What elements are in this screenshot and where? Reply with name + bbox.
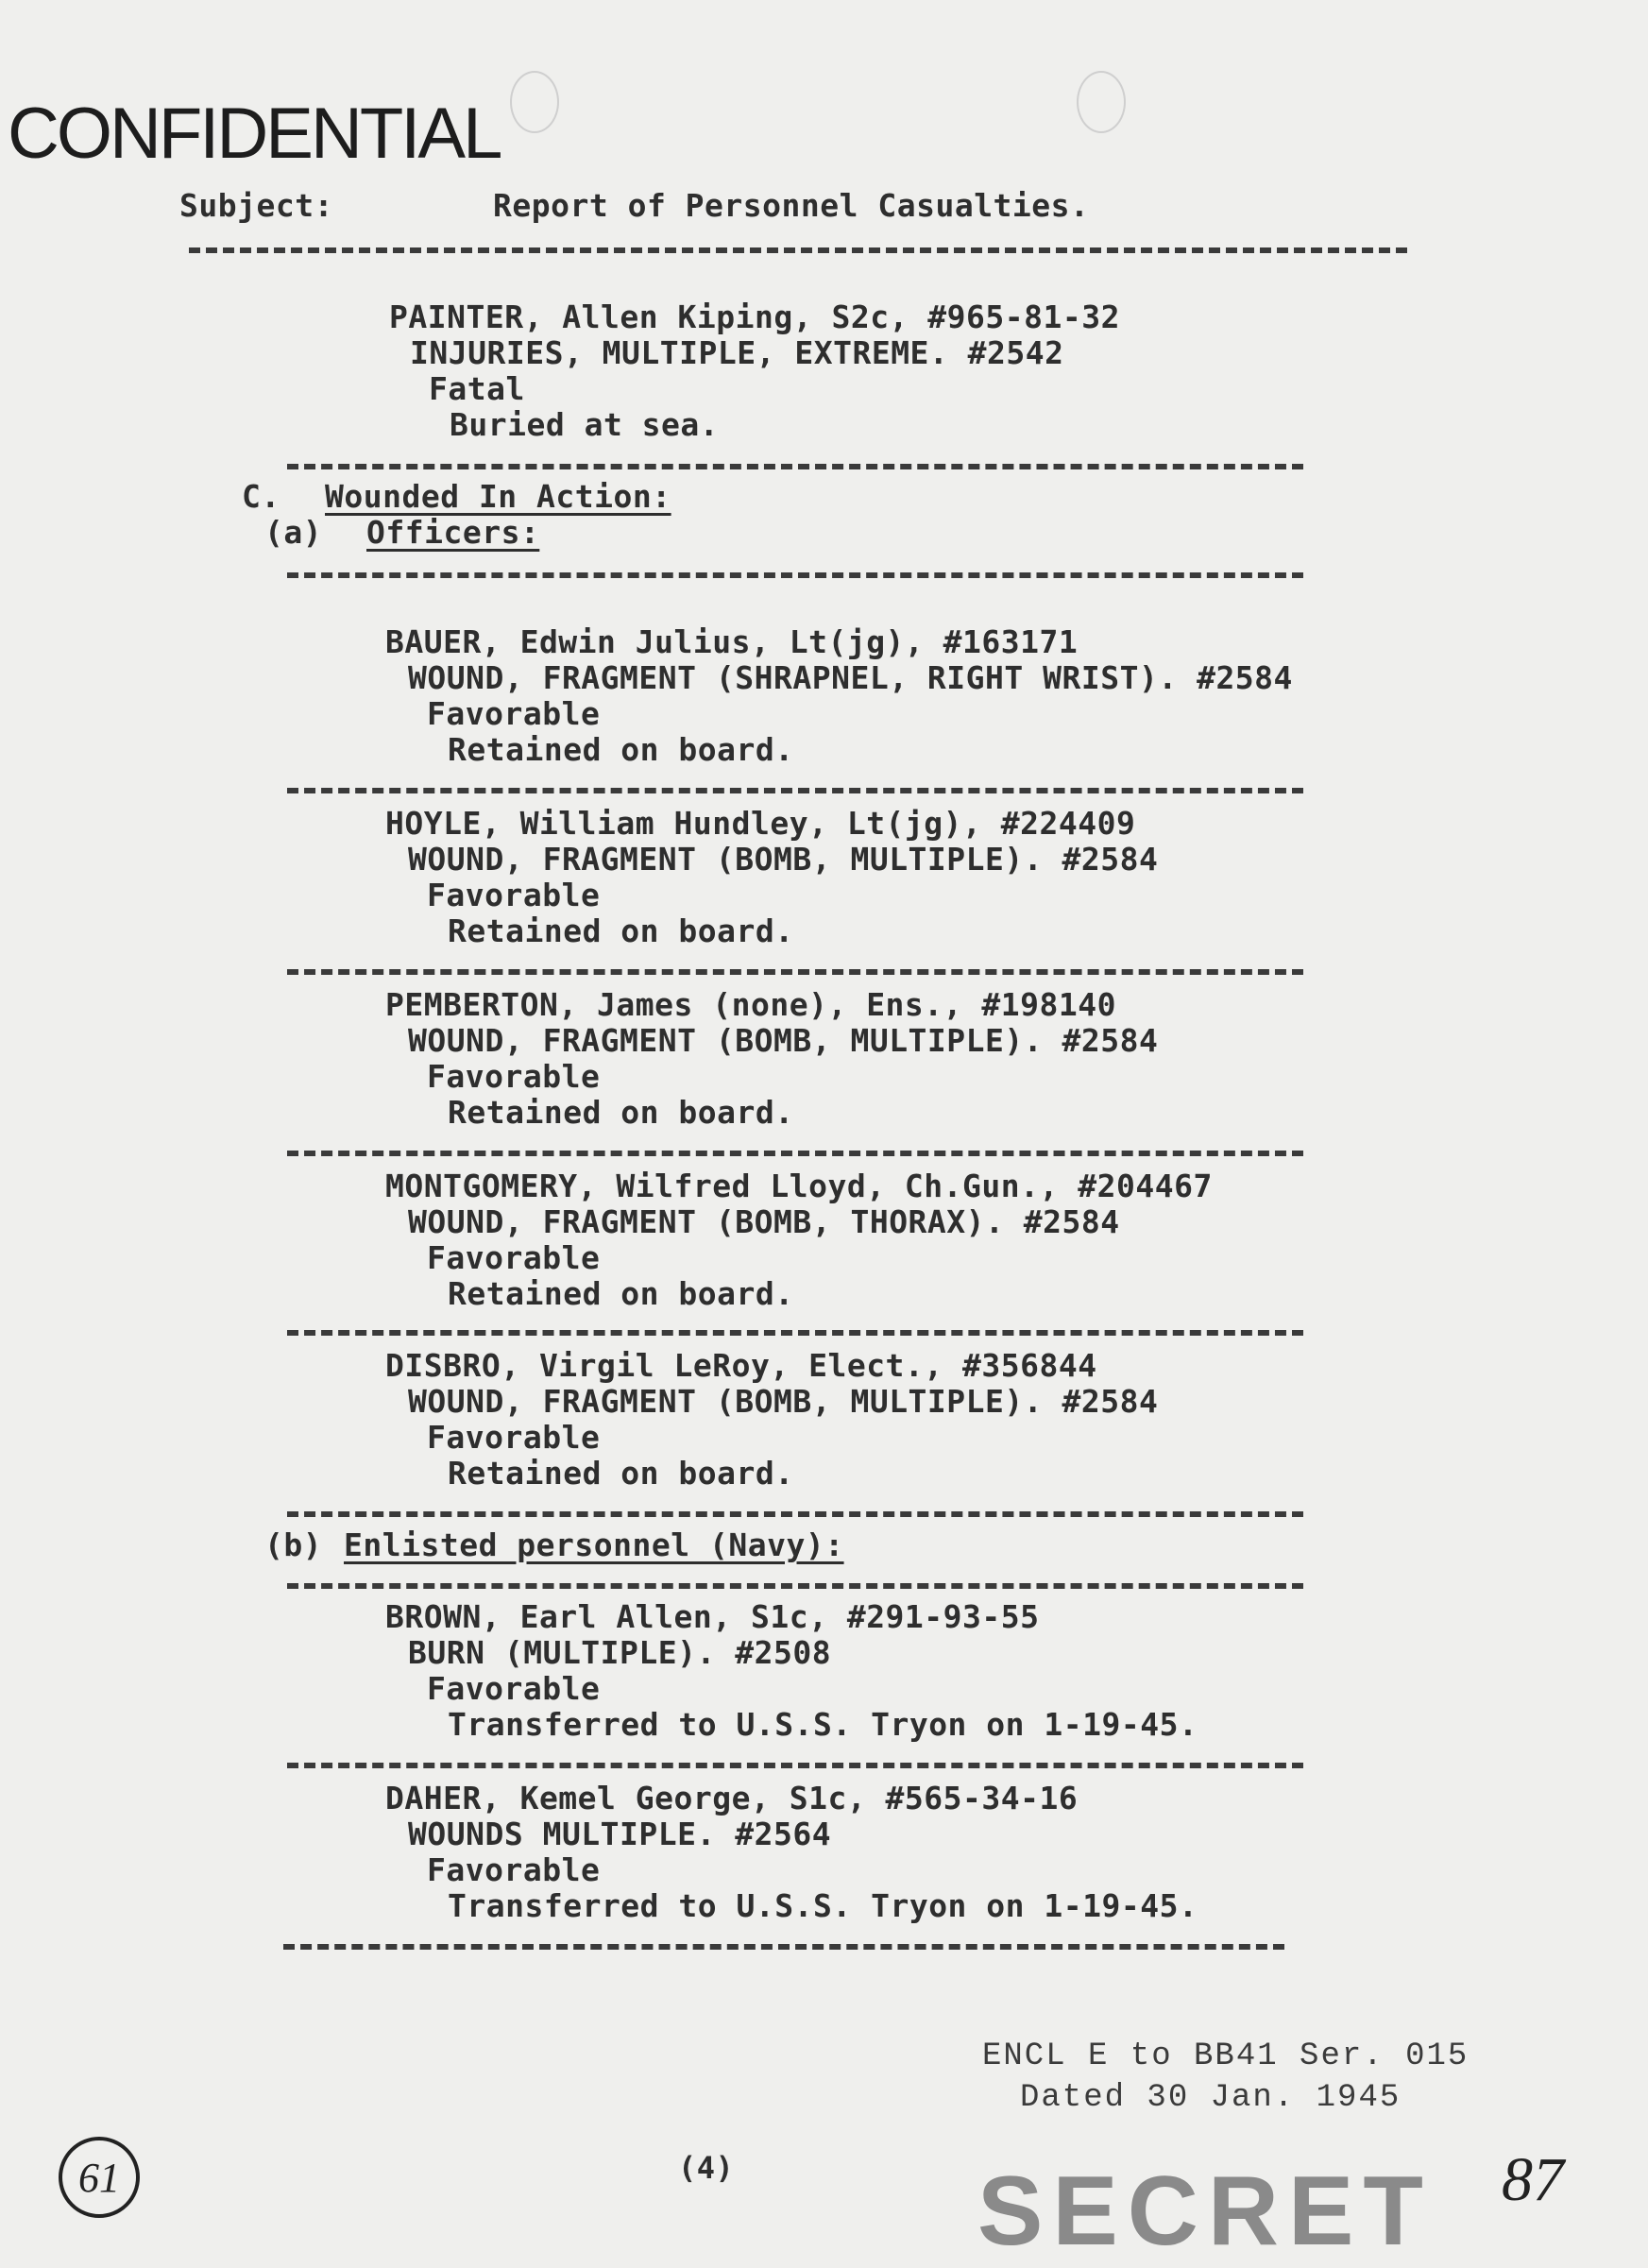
casualty-disposition: Retained on board.	[448, 1455, 794, 1492]
casualty-status: Favorable	[427, 1239, 601, 1276]
casualty-disposition: Buried at sea.	[450, 406, 720, 443]
casualty-disposition: Retained on board.	[448, 1094, 794, 1131]
casualty-name: BROWN, Earl Allen, S1c, #291-93-55	[385, 1598, 1040, 1635]
casualty-disposition: Retained on board.	[448, 731, 794, 768]
divider	[287, 1511, 1303, 1517]
subsection-letter: (a)	[264, 514, 323, 551]
casualty-status: Favorable	[427, 1058, 601, 1095]
casualty-disposition: Transferred to U.S.S. Tryon on 1-19-45.	[448, 1887, 1198, 1924]
casualty-status: Favorable	[427, 695, 601, 732]
divider	[283, 1944, 1284, 1950]
casualty-status: Favorable	[427, 1670, 601, 1707]
secret-stamp: SECRET	[977, 2157, 1433, 2266]
casualty-name: PEMBERTON, James (none), Ens., #198140	[385, 986, 1116, 1023]
casualty-name: HOYLE, William Hundley, Lt(jg), #224409	[385, 805, 1136, 842]
circled-number-text: 61	[78, 2154, 120, 2201]
section-title: Wounded In Action:	[325, 478, 671, 515]
enclosure-line-2: Dated 30 Jan. 1945	[1020, 2080, 1402, 2116]
casualty-injury: WOUNDS MULTIPLE. #2564	[408, 1816, 832, 1852]
casualty-status: Favorable	[427, 1851, 601, 1888]
subject-label: Subject:	[179, 187, 333, 224]
casualty-status: Favorable	[427, 877, 601, 913]
classification-stamp: CONFIDENTIAL	[8, 94, 501, 174]
subsection-title-officers: Officers:	[366, 514, 540, 551]
divider	[287, 1151, 1303, 1156]
casualty-name: DISBRO, Virgil LeRoy, Elect., #356844	[385, 1347, 1097, 1384]
divider	[287, 464, 1303, 469]
circled-page-number	[59, 2137, 140, 2218]
subsection-letter: (b)	[264, 1526, 323, 1563]
page-number: (4)	[678, 2150, 735, 2186]
divider	[287, 1583, 1303, 1589]
casualty-name: PAINTER, Allen Kiping, S2c, #965-81-32	[389, 298, 1120, 335]
casualty-injury: INJURIES, MULTIPLE, EXTREME. #2542	[410, 334, 1064, 371]
divider	[287, 1330, 1303, 1336]
casualty-status: Fatal	[429, 370, 525, 407]
casualty-injury: WOUND, FRAGMENT (SHRAPNEL, RIGHT WRIST). #2584	[408, 659, 1293, 696]
casualty-injury: WOUND, FRAGMENT (BOMB, MULTIPLE). #2584	[408, 1022, 1159, 1059]
casualty-name: DAHER, Kemel George, S1c, #565-34-16	[385, 1780, 1079, 1816]
casualty-disposition: Retained on board.	[448, 912, 794, 949]
casualty-disposition: Transferred to U.S.S. Tryon on 1-19-45.	[448, 1706, 1198, 1743]
punch-hole-mark	[1077, 71, 1126, 133]
section-letter: C.	[242, 478, 280, 515]
casualty-name: BAUER, Edwin Julius, Lt(jg), #163171	[385, 623, 1079, 660]
subsection-title-enlisted: Enlisted personnel (Navy):	[344, 1526, 844, 1563]
subject-text: Report of Personnel Casualties.	[493, 187, 1090, 224]
casualty-injury: WOUND, FRAGMENT (BOMB, MULTIPLE). #2584	[408, 841, 1159, 878]
casualty-injury: WOUND, FRAGMENT (BOMB, MULTIPLE). #2584	[408, 1383, 1159, 1420]
casualty-injury: WOUND, FRAGMENT (BOMB, THORAX). #2584	[408, 1203, 1120, 1240]
divider	[287, 788, 1303, 793]
casualty-disposition: Retained on board.	[448, 1275, 794, 1312]
punch-hole-mark	[510, 71, 559, 133]
casualty-injury: BURN (MULTIPLE). #2508	[408, 1634, 832, 1671]
divider	[287, 572, 1303, 578]
divider	[287, 1763, 1303, 1768]
divider	[287, 969, 1303, 975]
enclosure-line-1: ENCL E to BB41 Ser. 015	[982, 2038, 1470, 2074]
casualty-name: MONTGOMERY, Wilfred Lloyd, Ch.Gun., #204467	[385, 1168, 1213, 1204]
casualty-status: Favorable	[427, 1419, 601, 1456]
divider	[189, 247, 1407, 253]
handwritten-number: 87	[1502, 2145, 1564, 2214]
